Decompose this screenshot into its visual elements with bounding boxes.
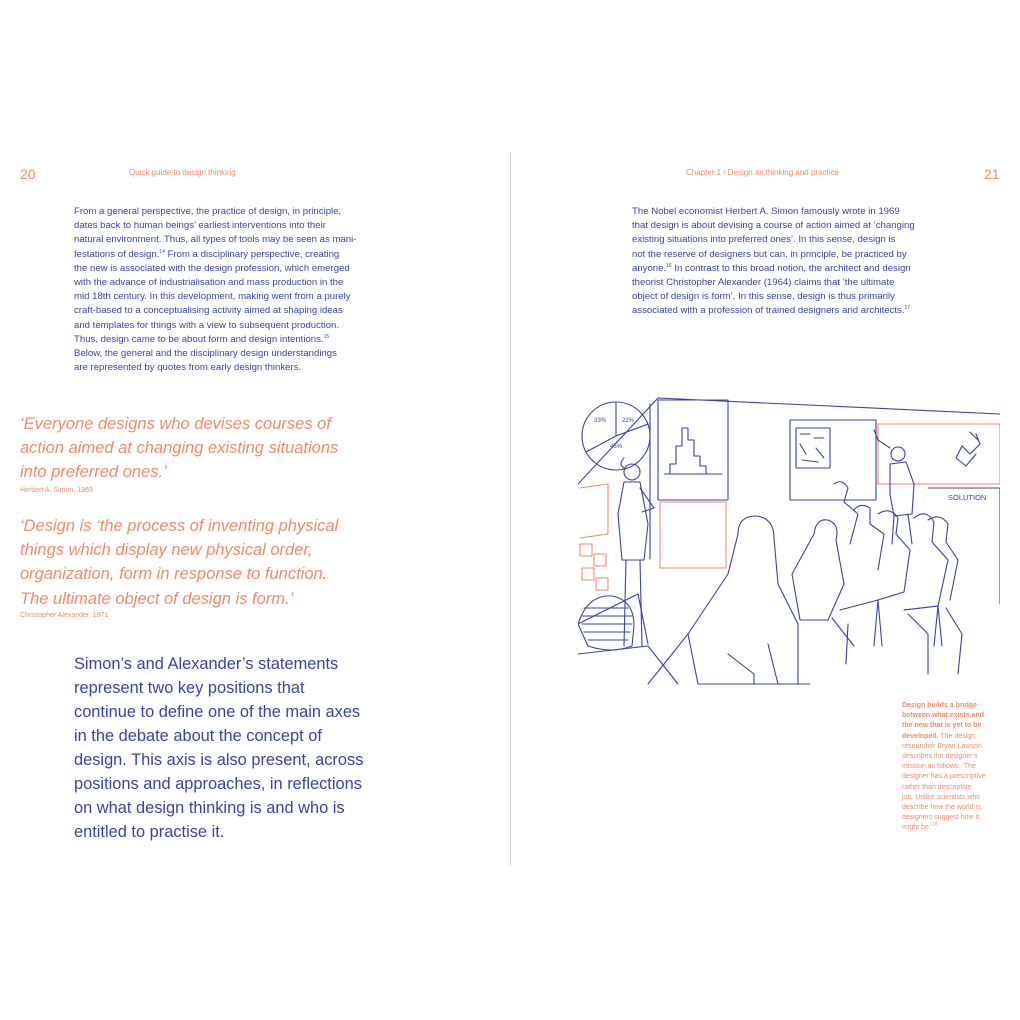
statement-paragraph: Simon’s and Alexander’s statements represent two key positions that continue to define one of the main axes in the debate about the concept of design. This axis is also present, across positions and approaches, in reflections on what design thinking is and who is entitled to practise it. <box>74 655 364 841</box>
simon-quote: ‘Everyone designs who devises courses of action aimed at changing existing situations into preferred ones.’ <box>20 415 339 482</box>
footnote-15: 15 <box>323 333 330 340</box>
presenter-figure <box>874 430 914 544</box>
foreground-man-figure <box>578 596 678 684</box>
left-running-head: Quick guide to design thinking <box>129 168 236 177</box>
right-running-head: Chapter 1 / Design as thinking and practice <box>686 168 839 177</box>
pie-label-45: 45% <box>610 444 623 450</box>
solution-label: SOLUTION <box>948 493 987 502</box>
footnote-16: 16 <box>666 262 672 269</box>
pie-label-22: 22% <box>622 418 635 424</box>
left-intro-paragraph: From a general perspective, the practice of design, in principle, dates back to human beings’ earliest interventions into their natural environment. Thus, all types of tools may be seen as mani- festations of design.$^{14}$ From a disciplinary perspective, creating the new is associated with the design profession, which emerged with the advance of industrialisation and mass production in the mid 18th century. In this development, making went from a purely craft-based to a conceptualising activity aimed at shaping ideas and templates for things with a view to subsequent production. Thus, design came to be about form and design intentions.$^{15}$ Below, the general and the disciplinary design understandings are represented by quotes from early design thinkers. <box>74 206 357 374</box>
footnote-18: 18 <box>932 822 938 829</box>
illustration-caption: Design builds a bridge between what exists and the new that is yet to be developed. The design researcher Bryan Lawson describes the designer’s mission as follows: ‘The designer has a prescriptive rather than descriptive job. Unlike scientists who describe how the world is, designers suggest how it might be.’$^{18}$ <box>902 702 986 832</box>
chairs <box>728 608 962 684</box>
pie-chart-board <box>582 402 650 470</box>
pie-label-33: 33% <box>594 418 607 424</box>
standing-woman-figure <box>618 458 654 646</box>
simon-attribution: Herbert A. Simon, 1969 <box>20 487 93 494</box>
right-folio: 21 <box>984 166 1000 182</box>
meeting-illustration <box>578 384 1000 686</box>
book-spine <box>510 152 511 866</box>
left-folio: 20 <box>20 166 36 182</box>
footnote-17: 17 <box>904 305 911 312</box>
audience-figures <box>648 482 958 684</box>
right-intro-paragraph: The Nobel economist Herbert A. Simon famously wrote in 1969 that design is about devising a course of action aimed at ‘changing existing situations into preferred ones’. In this sense, design is not the reserve of designers but can, in principle, be practiced by anyone.$^{16}$ In contrast to this broad notion, the architect and design theorist Christopher Alexander (1964) claims that ‘the ultimate object of design is form’. In this sense, design is thus primarily associated with a profession of trained designers and architects.$^{17}$ <box>632 206 915 317</box>
alexander-quote: ‘Design is ‘the process of inventing physical things which display new physical order, organization, form in response to function. The ultimate object of design is form.’ <box>20 517 339 608</box>
footnote-14: 14 <box>159 248 165 255</box>
alexander-attribution: Christopher Alexander, 1971 <box>20 612 109 619</box>
histogram-board <box>658 400 728 568</box>
